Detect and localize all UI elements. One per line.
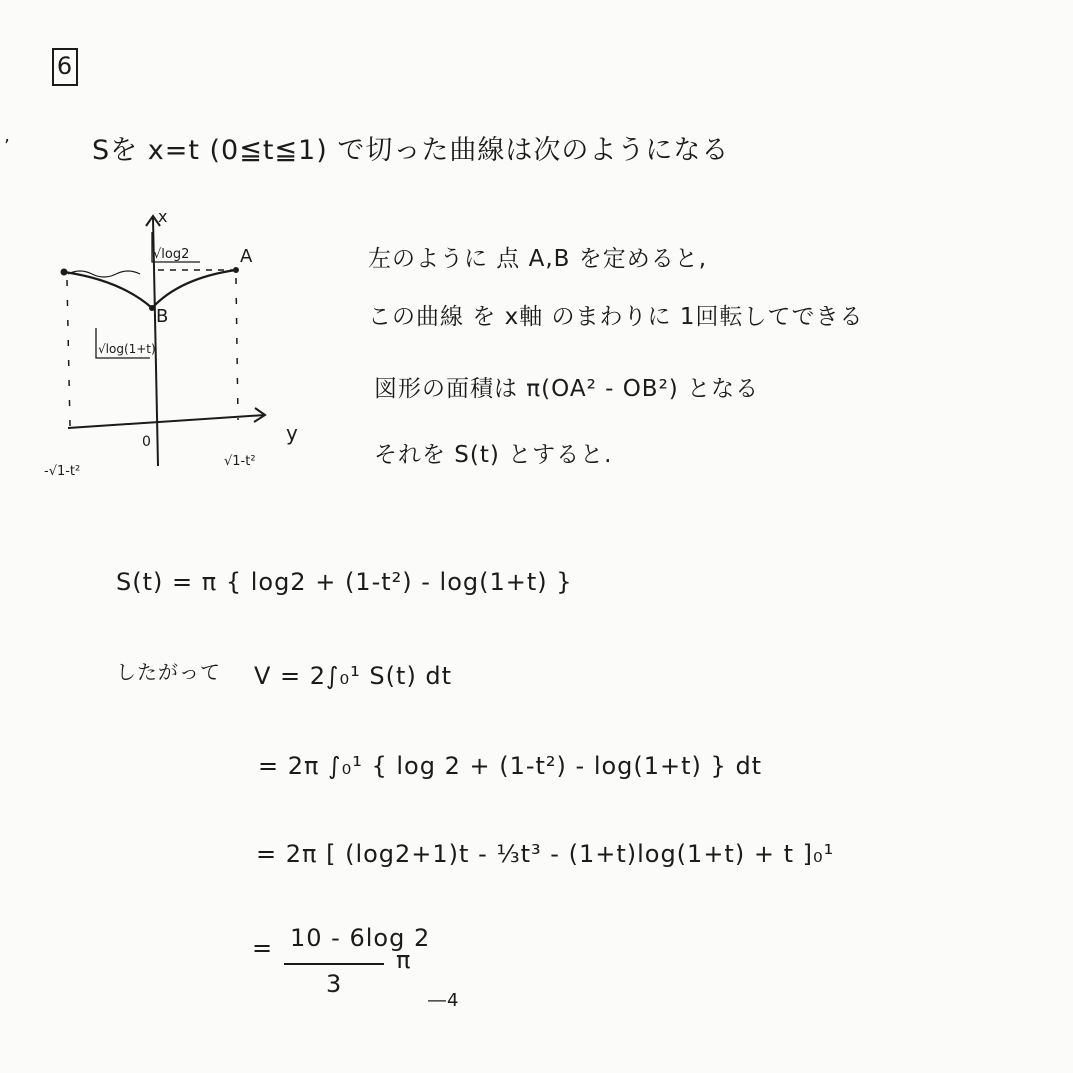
equation-v-definition: V = 2∫₀¹ S(t) dt [254,662,453,690]
label-B: B [156,306,169,327]
equation-step-2: = 2π [ (log2+1)t - ⅓t³ - (1+t)log(1+t) + t ]₀¹ [256,840,835,868]
equation-step-1: = 2π ∫₀¹ { log 2 + (1-t²) - log(1+t) } dt [258,752,763,780]
margin-mark: ’ [4,136,11,157]
section-curve [64,270,236,308]
label-sqrt-log1pt: √log(1+t) [98,342,156,356]
label-pos-sqrt: √1-t² [224,454,256,469]
cross-section-figure [40,200,330,490]
point-A [233,267,239,273]
description-line-3: 図形の面積は π(OA² - OB²) となる [374,376,760,402]
label-sqrt-log2: √log2 [153,247,190,262]
label-y-axis: y [286,421,298,445]
end-mark: ―4 [428,990,460,1011]
dashed-right [236,278,238,420]
label-x-axis: x [158,207,168,226]
result-numerator: 10 - 6log 2 [290,924,431,952]
therefore-label: したがって [116,660,221,684]
result-pi: π [396,946,412,974]
description-line-1: 左のように 点 A,B を定めると, [368,246,708,272]
equation-s-of-t: S(t) = π { log2 + (1-t²) - log(1+t) } [116,568,573,596]
problem-number: 6 [52,48,78,86]
point-B [149,305,155,311]
dashed-left [67,280,70,426]
left-point [61,269,68,276]
fraction-bar [284,963,384,965]
description-line-2: この曲線 を x軸 のまわりに 1回転してできる [368,304,864,330]
y-axis-line [68,415,265,428]
result-equals: = [252,934,274,962]
intro-text: Sを x=t (0≦t≦1) で切った曲線は次のようになる [92,135,730,166]
label-neg-sqrt: -√1-t² [44,464,81,479]
description-line-4: それを S(t) とすると. [374,442,613,468]
result-denominator: 3 [326,970,343,998]
label-A: A [240,246,253,267]
label-origin: 0 [142,434,151,450]
